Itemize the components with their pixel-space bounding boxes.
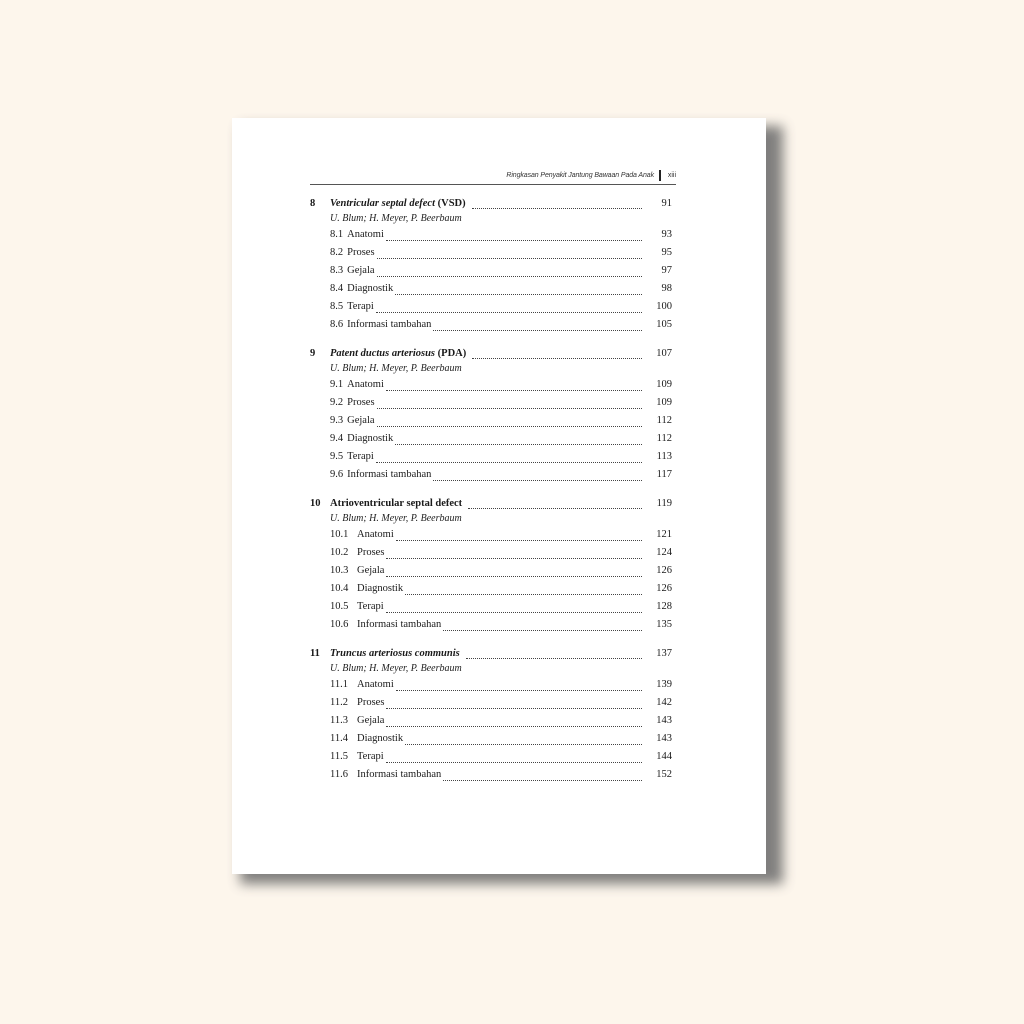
chapter-title-italic: Truncus arteriosus communis bbox=[330, 648, 460, 659]
dot-leader bbox=[386, 389, 642, 391]
section-row[interactable] bbox=[310, 394, 672, 412]
section-row[interactable] bbox=[310, 412, 672, 430]
chapter-heading-row[interactable] bbox=[310, 495, 672, 512]
section-number: 11.2 bbox=[330, 697, 348, 708]
section-number: 11.3 bbox=[330, 715, 348, 726]
section-page-number: 121 bbox=[656, 529, 672, 540]
chapter-heading-row[interactable] bbox=[310, 195, 672, 212]
dot-leader bbox=[395, 293, 642, 295]
running-header bbox=[310, 170, 676, 185]
chapter-authors: U. Blum; H. Meyer, P. Beerbaum bbox=[330, 363, 462, 374]
section-page-number: 100 bbox=[656, 301, 672, 312]
dot-leader bbox=[468, 507, 642, 509]
dot-leader bbox=[376, 311, 642, 313]
dot-leader bbox=[386, 707, 642, 709]
dot-leader bbox=[472, 357, 642, 359]
toc-chapter bbox=[310, 195, 672, 334]
section-row[interactable] bbox=[310, 376, 672, 394]
chapter-title bbox=[330, 345, 472, 362]
chapter-title-italic: Ventricular septal defect bbox=[330, 198, 435, 209]
dot-leader bbox=[377, 425, 642, 427]
section-label: Proses bbox=[347, 247, 375, 258]
chapter-title bbox=[330, 645, 466, 662]
section-page-number: 124 bbox=[656, 547, 672, 558]
dot-leader bbox=[386, 557, 642, 559]
chapter-number: 8 bbox=[310, 198, 316, 209]
section-label: Terapi bbox=[347, 301, 374, 312]
dot-leader bbox=[396, 689, 642, 691]
table-of-contents bbox=[310, 195, 672, 795]
chapter-authors: U. Blum; H. Meyer, P. Beerbaum bbox=[330, 513, 462, 524]
section-number: 11.1 bbox=[330, 679, 348, 690]
section-label: Anatomi bbox=[347, 229, 384, 240]
section-page-number: 112 bbox=[656, 433, 672, 444]
chapter-heading-row[interactable] bbox=[310, 645, 672, 662]
section-number: 10.1 bbox=[330, 529, 349, 540]
section-number: 9.6 bbox=[330, 469, 344, 480]
section-row[interactable] bbox=[310, 262, 672, 280]
section-page-number: 128 bbox=[656, 601, 672, 612]
chapter-title-italic: Patent ductus arteriosus bbox=[330, 348, 436, 359]
section-number: 10.6 bbox=[330, 619, 349, 630]
section-label: Diagnostik bbox=[347, 433, 394, 444]
section-number: 9.2 bbox=[330, 397, 344, 408]
section-label: Proses bbox=[357, 697, 385, 708]
section-row[interactable] bbox=[310, 616, 672, 634]
dot-leader bbox=[377, 275, 642, 277]
toc-chapter bbox=[310, 645, 672, 784]
section-number: 10.5 bbox=[330, 601, 349, 612]
dot-leader bbox=[433, 329, 642, 331]
section-number: 8.3 bbox=[330, 265, 344, 276]
section-page-number: 144 bbox=[656, 751, 672, 762]
section-label: Anatomi bbox=[347, 379, 384, 390]
section-row[interactable] bbox=[310, 694, 672, 712]
section-row[interactable] bbox=[310, 226, 672, 244]
section-page-number: 139 bbox=[656, 679, 672, 690]
chapter-page-number: 119 bbox=[656, 498, 672, 509]
section-page-number: 113 bbox=[656, 451, 672, 462]
dot-leader bbox=[396, 539, 642, 541]
section-number: 8.4 bbox=[330, 283, 344, 294]
section-number: 11.4 bbox=[330, 733, 348, 744]
section-page-number: 112 bbox=[656, 415, 672, 426]
section-label: Gejala bbox=[347, 415, 375, 426]
section-number: 10.2 bbox=[330, 547, 349, 558]
section-label: Anatomi bbox=[357, 679, 394, 690]
section-row[interactable] bbox=[310, 466, 672, 484]
chapter-number: 10 bbox=[310, 498, 321, 509]
chapter-title bbox=[330, 495, 468, 512]
section-number: 11.6 bbox=[330, 769, 348, 780]
section-row[interactable] bbox=[310, 430, 672, 448]
section-label: Gejala bbox=[347, 265, 375, 276]
section-label: Diagnostik bbox=[357, 733, 404, 744]
section-label: Informasi tambahan bbox=[357, 769, 442, 780]
section-label: Informasi tambahan bbox=[347, 469, 432, 480]
section-page-number: 95 bbox=[661, 247, 672, 258]
section-number: 8.5 bbox=[330, 301, 344, 312]
section-number: 8.6 bbox=[330, 319, 344, 330]
section-page-number: 143 bbox=[656, 733, 672, 744]
section-page-number: 126 bbox=[656, 565, 672, 576]
section-number: 10.4 bbox=[330, 583, 349, 594]
running-header-title: Ringkasan Penyakit Jantung Bawaan Pada Anak bbox=[506, 172, 654, 179]
dot-leader bbox=[466, 657, 642, 659]
section-page-number: 98 bbox=[661, 283, 672, 294]
section-label: Diagnostik bbox=[347, 283, 394, 294]
dot-leader bbox=[433, 479, 642, 481]
dot-leader bbox=[386, 239, 642, 241]
chapter-page-number: 91 bbox=[661, 198, 672, 209]
chapter-number: 11 bbox=[310, 648, 320, 659]
dot-leader bbox=[386, 575, 642, 577]
chapter-title-suffix: (VSD) bbox=[435, 198, 466, 209]
dot-leader bbox=[377, 407, 642, 409]
dot-leader bbox=[386, 611, 642, 613]
section-number: 11.5 bbox=[330, 751, 348, 762]
section-row[interactable] bbox=[310, 676, 672, 694]
section-label: Anatomi bbox=[357, 529, 394, 540]
section-number: 9.4 bbox=[330, 433, 344, 444]
section-label: Proses bbox=[357, 547, 385, 558]
section-row[interactable] bbox=[310, 448, 672, 466]
section-page-number: 152 bbox=[656, 769, 672, 780]
section-row[interactable] bbox=[310, 712, 672, 730]
dot-leader bbox=[443, 629, 642, 631]
chapter-title bbox=[330, 195, 472, 212]
section-label: Terapi bbox=[347, 451, 374, 462]
dot-leader bbox=[443, 779, 642, 781]
chapter-title-suffix: Atrioventricular septal defect bbox=[330, 498, 463, 509]
section-page-number: 143 bbox=[656, 715, 672, 726]
section-row[interactable] bbox=[310, 244, 672, 262]
section-row[interactable] bbox=[310, 580, 672, 598]
section-row[interactable] bbox=[310, 544, 672, 562]
section-label: Terapi bbox=[357, 601, 384, 612]
section-row[interactable] bbox=[310, 748, 672, 766]
section-number: 9.5 bbox=[330, 451, 344, 462]
dot-leader bbox=[405, 593, 642, 595]
section-row[interactable] bbox=[310, 526, 672, 544]
book-page bbox=[232, 118, 766, 874]
section-label: Proses bbox=[347, 397, 375, 408]
chapter-title-suffix: (PDA) bbox=[435, 348, 467, 359]
section-row[interactable] bbox=[310, 280, 672, 298]
dot-leader bbox=[377, 257, 642, 259]
chapter-authors: U. Blum; H. Meyer, P. Beerbaum bbox=[330, 663, 462, 674]
section-number: 8.1 bbox=[330, 229, 344, 240]
section-row[interactable] bbox=[310, 730, 672, 748]
section-row[interactable] bbox=[310, 766, 672, 784]
dot-leader bbox=[472, 207, 642, 209]
toc-chapter bbox=[310, 495, 672, 634]
section-row[interactable] bbox=[310, 562, 672, 580]
section-number: 9.3 bbox=[330, 415, 344, 426]
section-label: Gejala bbox=[357, 715, 385, 726]
section-number: 8.2 bbox=[330, 247, 344, 258]
section-page-number: 135 bbox=[656, 619, 672, 630]
chapter-page-number: 137 bbox=[656, 648, 672, 659]
dot-leader bbox=[405, 743, 642, 745]
chapter-number: 9 bbox=[310, 348, 316, 359]
section-label: Informasi tambahan bbox=[347, 319, 432, 330]
running-header-bar bbox=[659, 170, 661, 181]
chapter-heading-row[interactable] bbox=[310, 345, 672, 362]
chapter-authors: U. Blum; H. Meyer, P. Beerbaum bbox=[330, 213, 462, 224]
section-row[interactable] bbox=[310, 298, 672, 316]
dot-leader bbox=[395, 443, 642, 445]
chapter-page-number: 107 bbox=[656, 348, 672, 359]
section-page-number: 93 bbox=[661, 229, 672, 240]
section-page-number: 109 bbox=[656, 397, 672, 408]
section-label: Terapi bbox=[357, 751, 384, 762]
section-page-number: 109 bbox=[656, 379, 672, 390]
section-label: Diagnostik bbox=[357, 583, 404, 594]
toc-chapter bbox=[310, 345, 672, 484]
dot-leader bbox=[386, 761, 642, 763]
section-label: Gejala bbox=[357, 565, 385, 576]
section-row[interactable] bbox=[310, 598, 672, 616]
section-page-number: 117 bbox=[656, 469, 672, 480]
section-label: Informasi tambahan bbox=[357, 619, 442, 630]
running-header-page-number: xiii bbox=[667, 172, 676, 179]
dot-leader bbox=[386, 725, 642, 727]
section-page-number: 126 bbox=[656, 583, 672, 594]
section-row[interactable] bbox=[310, 316, 672, 334]
section-number: 9.1 bbox=[330, 379, 344, 390]
section-page-number: 105 bbox=[656, 319, 672, 330]
dot-leader bbox=[376, 461, 642, 463]
section-number: 10.3 bbox=[330, 565, 349, 576]
section-page-number: 142 bbox=[656, 697, 672, 708]
section-page-number: 97 bbox=[661, 265, 672, 276]
